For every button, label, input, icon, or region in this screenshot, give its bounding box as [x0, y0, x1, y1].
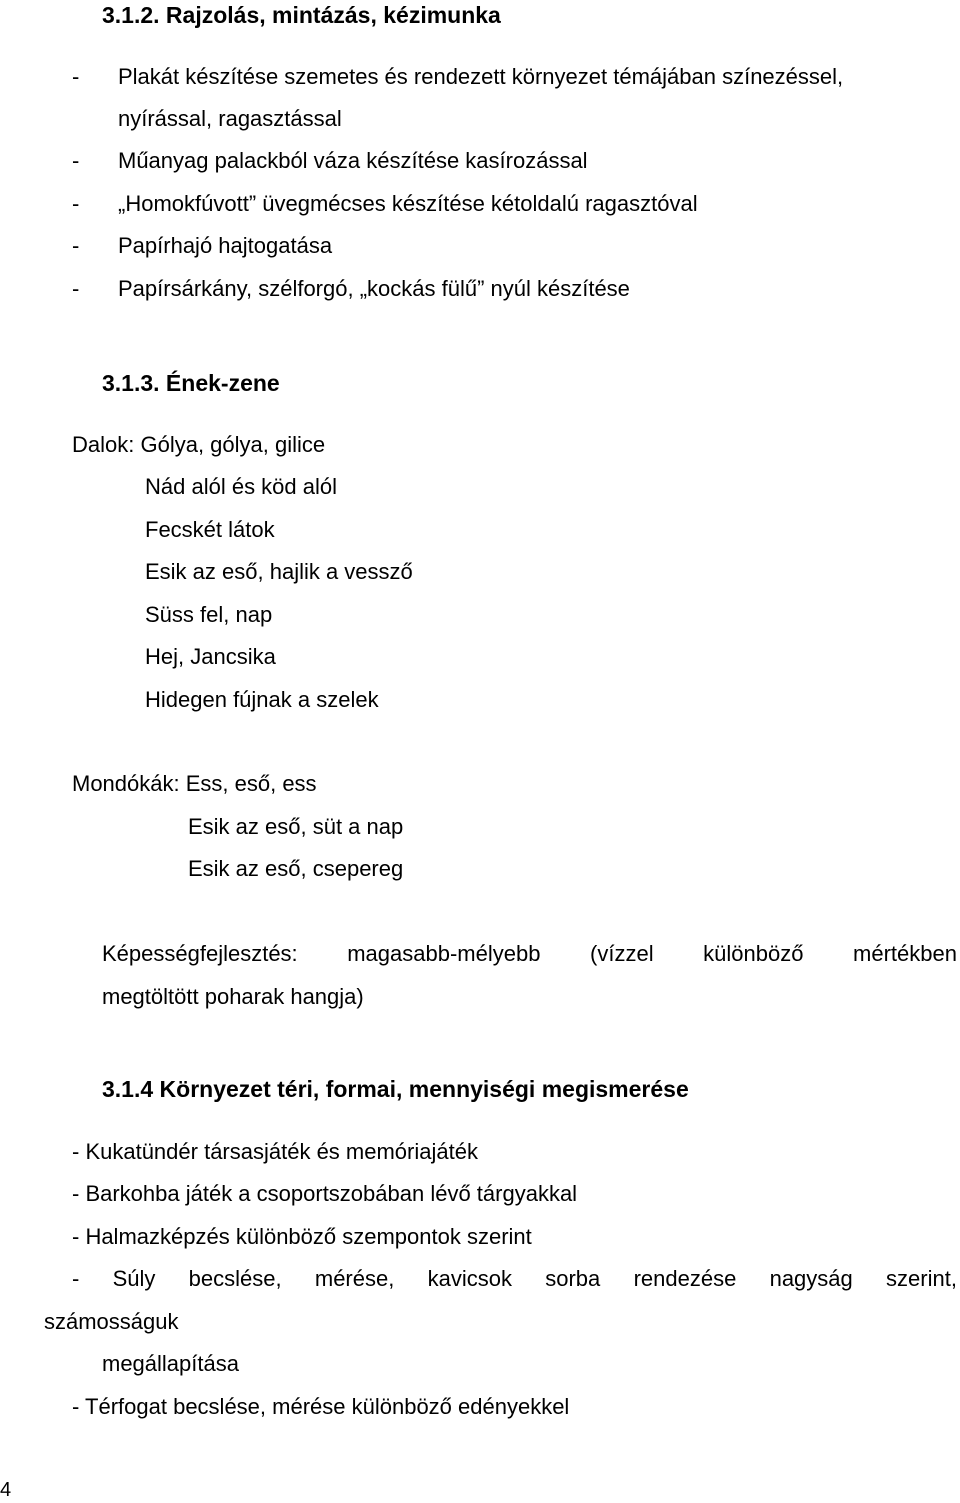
list-item-continuation: nyírással, ragasztással: [118, 106, 342, 131]
rhyme-item: Esik az eső, csepereg: [188, 856, 404, 881]
song-item: Esik az eső, hajlik a vessző: [145, 559, 413, 584]
word: -: [72, 1266, 80, 1291]
word: becslése,: [188, 1266, 282, 1291]
song-item: Süss fel, nap: [145, 602, 273, 627]
list-item: - Kukatündér társasjáték és memóriajáték: [72, 1139, 478, 1164]
word: különböző: [703, 941, 804, 966]
weight-estimation-line: [72, 1266, 957, 1292]
skill-development-line: [102, 941, 957, 967]
section-title-3-1-3: 3.1.3. Ének-zene: [102, 370, 280, 396]
list-item: - Barkohba játék a csoportszobában lévő tárgyakkal: [72, 1181, 578, 1206]
weight-estimation-line-2: számosságuk: [44, 1309, 179, 1334]
songs-label: Dalok: Gólya, gólya, gilice: [72, 432, 326, 457]
list-dash: -: [72, 276, 80, 301]
list-item: - Térfogat becslése, mérése különböző edényekkel: [72, 1394, 570, 1419]
section-title-3-1-2: 3.1.2. Rajzolás, mintázás, kézimunka: [102, 2, 501, 28]
word: rendezése: [633, 1266, 737, 1291]
word: nagyság: [769, 1266, 853, 1291]
list-item: „Homokfúvott” üvegmécses készítése kétoldalú ragasztóval: [118, 191, 698, 216]
word: Képességfejlesztés:: [102, 941, 298, 966]
list-dash: -: [72, 191, 80, 216]
song-item: Nád alól és köd alól: [145, 474, 338, 499]
song-item: Hidegen fújnak a szelek: [145, 687, 379, 712]
weight-estimation-line-3: megállapítása: [102, 1351, 239, 1376]
word: magasabb-mélyebb: [347, 941, 541, 966]
list-item: Plakát készítése szemetes és rendezett környezet témájában színezéssel,: [118, 64, 844, 89]
word: Súly: [112, 1266, 156, 1291]
word: sorba: [545, 1266, 601, 1291]
list-item: Papírhajó hajtogatása: [118, 233, 333, 258]
song-item: Fecskét látok: [145, 517, 275, 542]
word: mértékben: [853, 941, 957, 966]
list-dash: -: [72, 148, 80, 173]
list-dash: -: [72, 64, 80, 89]
song-item: Hej, Jancsika: [145, 644, 276, 669]
list-item: Műanyag palackból váza készítése kasírozással: [118, 148, 588, 173]
list-item: - Halmazképzés különböző szempontok szerint: [72, 1224, 532, 1249]
rhyme-item: Esik az eső, süt a nap: [188, 814, 404, 839]
section-title-3-1-4: 3.1.4 Környezet téri, formai, mennyiségi megismerése: [102, 1076, 689, 1102]
page-number: 4: [0, 1479, 12, 1501]
word: szerint,: [886, 1266, 957, 1291]
list-dash: -: [72, 233, 80, 258]
word: kavicsok: [427, 1266, 512, 1291]
word: (vízzel: [590, 941, 654, 966]
skill-development-line-2: megtöltött poharak hangja): [102, 984, 364, 1009]
list-item: Papírsárkány, szélforgó, „kockás fülű” nyúl készítése: [118, 276, 630, 301]
word: mérése,: [314, 1266, 395, 1291]
rhymes-label: Mondókák: Ess, eső, ess: [72, 771, 317, 796]
